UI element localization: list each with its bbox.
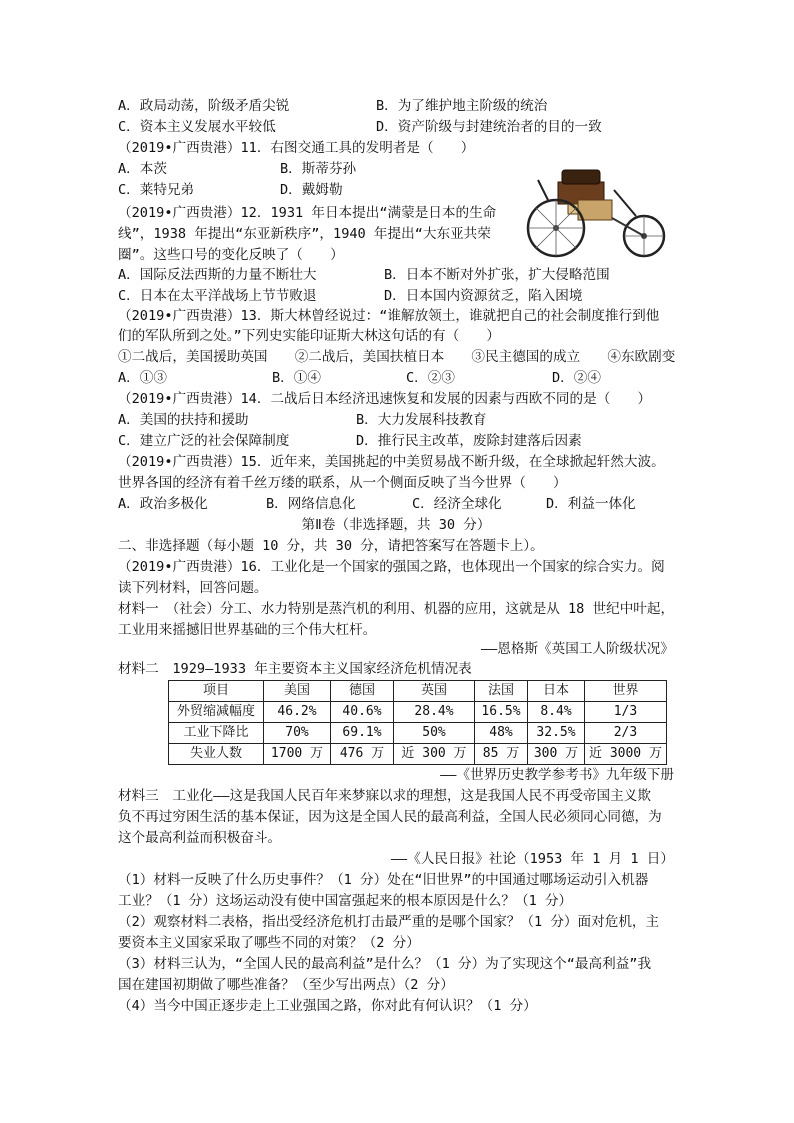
table-cell: 外贸缩减幅度 [169,702,264,723]
sub-question-2-line2: 要资本主义国家采取了哪些不同的对策？（2 分） [118,935,420,951]
table-header-cell: 美国 [264,681,331,702]
q15-option-a: A．政治多极化 [118,496,208,512]
table-header-row [169,681,667,702]
q13-option-c: C．②③ [406,370,455,386]
sub-question-3-line1: （3）材料三认为，“全国人民的最高利益”是什么？（1 分）为了实现这个“最高利益”我 [118,956,652,972]
q13-option-b: B．①④ [272,370,321,386]
table-header-cell: 英国 [394,681,475,702]
table-cell: 28.4% [394,702,475,723]
q13-stem-line1: （2019•广西贵港）13．斯大林曾经说过：“谁解放领土，谁就把自己的社会制度推行到他 [118,308,660,324]
table-cell: 近 3000 万 [585,744,667,765]
q12-stem-line2: 线”，1938 年提出“东亚新秩序”，1940 年提出“大东亚共荣 [118,226,491,242]
table-cell: 40.6% [331,702,394,723]
table-cell: 工业下降比 [169,723,264,744]
q12-option-b: B．日本不断对外扩张，扩大侵略范围 [384,267,610,283]
q12-option-d: D．日本国内资源贫乏，陷入困境 [384,288,583,304]
q13-option-d: D．②④ [552,370,601,386]
table-cell: 46.2% [264,702,331,723]
table-header-cell: 日本 [528,681,585,702]
economic-crisis-table [168,680,667,765]
q10-option-a: A．政局动荡，阶级矛盾尖锐 [118,98,290,114]
q14-option-a: A．美国的扶持和援助 [118,412,249,428]
material3-line2: 负不再过穷困生活的基本保证，因为这是全国人民的最高利益，全国人民必须同心同德，为 [118,809,662,825]
table-header-cell: 世界 [585,681,667,702]
q15-option-d: D．利益一体化 [546,496,636,512]
table-cell: 8.4% [528,702,585,723]
sub-question-1-line2: 工业？（1 分）这场运动没有使中国富强起来的根本原因是什么？（1 分） [118,893,573,909]
material1-line1: 材料一 （社会）分工、水力特别是蒸汽机的利用、机器的应用，这就是从 18 世纪中叶起， [118,601,675,617]
q13-items: ①二战后，美国援助英国 ②二战后，美国扶植日本 ③民主德国的成立 ④东欧剧变 [118,349,676,365]
q13-option-a: A．①③ [118,370,167,386]
q10-option-c: C．资本主义发展水平较低 [118,119,276,135]
section2-title: 第Ⅱ卷（非选择题，共 30 分） [301,517,491,533]
q12-option-a: A．国际反法西斯的力量不断壮大 [118,267,317,283]
q14-stem: （2019•广西贵港）14．二战后日本经济迅速恢复和发展的因素与西欧不同的是（ ） [118,391,652,407]
material3-line1: 材料三 工业化——这是我国人民百年来梦寐以求的理想，这是我国人民不再受帝国主义欺 [118,788,651,804]
table-cell: 69.1% [331,723,394,744]
table-cell: 476 万 [331,744,394,765]
q13-stem-line2: 们的军队所到之处。”下列史实能印证斯大林这句话的有（ ） [118,328,501,344]
table-cell: 300 万 [528,744,585,765]
q14-option-c: C．建立广泛的社会保障制度 [118,433,290,449]
table-cell: 50% [394,723,475,744]
q11-option-b: B．斯蒂芬孙 [280,161,357,177]
q12-stem-line1: （2019•广西贵港）12．1931 年日本提出“满蒙是日本的生命 [118,205,497,221]
sub-question-3-line2: 国在建国初期做了哪些准备？（至少写出两点）（2 分） [118,977,454,993]
sub-question-4: （4）当今中国正逐步走上工业强国之路，你对此有何认识？（1 分） [118,998,537,1014]
q15-stem-line1: （2019•广西贵港）15．近年来，美国挑起的中美贸易战不断升级，在全球掀起轩然大波。 [118,454,665,470]
material2-title: 材料二 1929—1933 年主要资本主义国家经济危机情况表 [118,661,472,677]
sub-question-1-line1: （1）材料一反映了什么历史事件？（1 分）处在“旧世界”的中国通过哪场运动引入机器 [118,872,649,888]
q14-option-d: D．推行民主改革，废除封建落后因素 [356,433,582,449]
sub-question-2-line1: （2）观察材料二表格，指出受经济危机打击最严重的是哪个国家？（1 分）面对危机，主 [118,914,660,930]
table-cell: 70% [264,723,331,744]
table-cell: 32.5% [528,723,585,744]
q15-stem-line2: 世界各国的经济有着千丝万缕的联系，从一个侧面反映了当今世界（ ） [118,475,567,491]
table-header-cell: 德国 [331,681,394,702]
material3-source: ——《人民日报》社论（1953 年 1 月 1 日） [390,851,674,867]
q11-option-a: A．本茨 [118,161,167,177]
material1-source: ——恩格斯《英国工人阶级状况》 [480,641,674,657]
q15-option-b: B．网络信息化 [266,496,356,512]
section2-instructions: 二、非选择题（每小题 10 分，共 30 分，请把答案写在答题卡上）。 [118,538,544,554]
q12-option-c: C．日本在太平洋战场上节节败退 [118,288,317,304]
table-cell: 48% [475,723,528,744]
q11-option-c: C．莱特兄弟 [118,182,195,198]
table-header-cell: 项目 [169,681,264,702]
benz-motorwagen-image [518,160,678,260]
table-header-cell: 法国 [475,681,528,702]
table-cell: 85 万 [475,744,528,765]
table-cell: 1/3 [585,702,667,723]
q11-stem: （2019•广西贵港）11．右图交通工具的发明者是（ ） [118,140,475,156]
q15-option-c: C．经济全球化 [412,496,502,512]
q14-option-b: B．大力发展科技教育 [356,412,487,428]
table-row [169,702,667,723]
q16-stem-line2: 读下列材料，回答问题。 [118,580,268,596]
table-row [169,723,667,744]
q10-option-d: D．资产阶级与封建统治者的目的一致 [376,119,602,135]
table-cell: 近 300 万 [394,744,475,765]
material3-line3: 这个最高利益而积极奋斗。 [118,830,282,846]
q11-option-d: D．戴姆勒 [280,182,343,198]
material1-line2: 工业用来摇撼旧世界基础的三个伟大杠杆。 [118,622,377,638]
table-cell: 16.5% [475,702,528,723]
table-cell: 2/3 [585,723,667,744]
q12-stem-line3: 圈”。这些口号的变化反映了（ ） [118,247,344,263]
table-cell: 失业人数 [169,744,264,765]
q16-stem-line1: （2019•广西贵港）16．工业化是一个国家的强国之路，也体现出一个国家的综合实力。阅 [118,559,665,575]
table-cell: 1700 万 [264,744,331,765]
table-row [169,744,667,765]
q10-option-b: B．为了维护地主阶级的统治 [376,98,548,114]
material2-source: ——《世界历史教学参考书》九年级下册 [440,767,674,783]
